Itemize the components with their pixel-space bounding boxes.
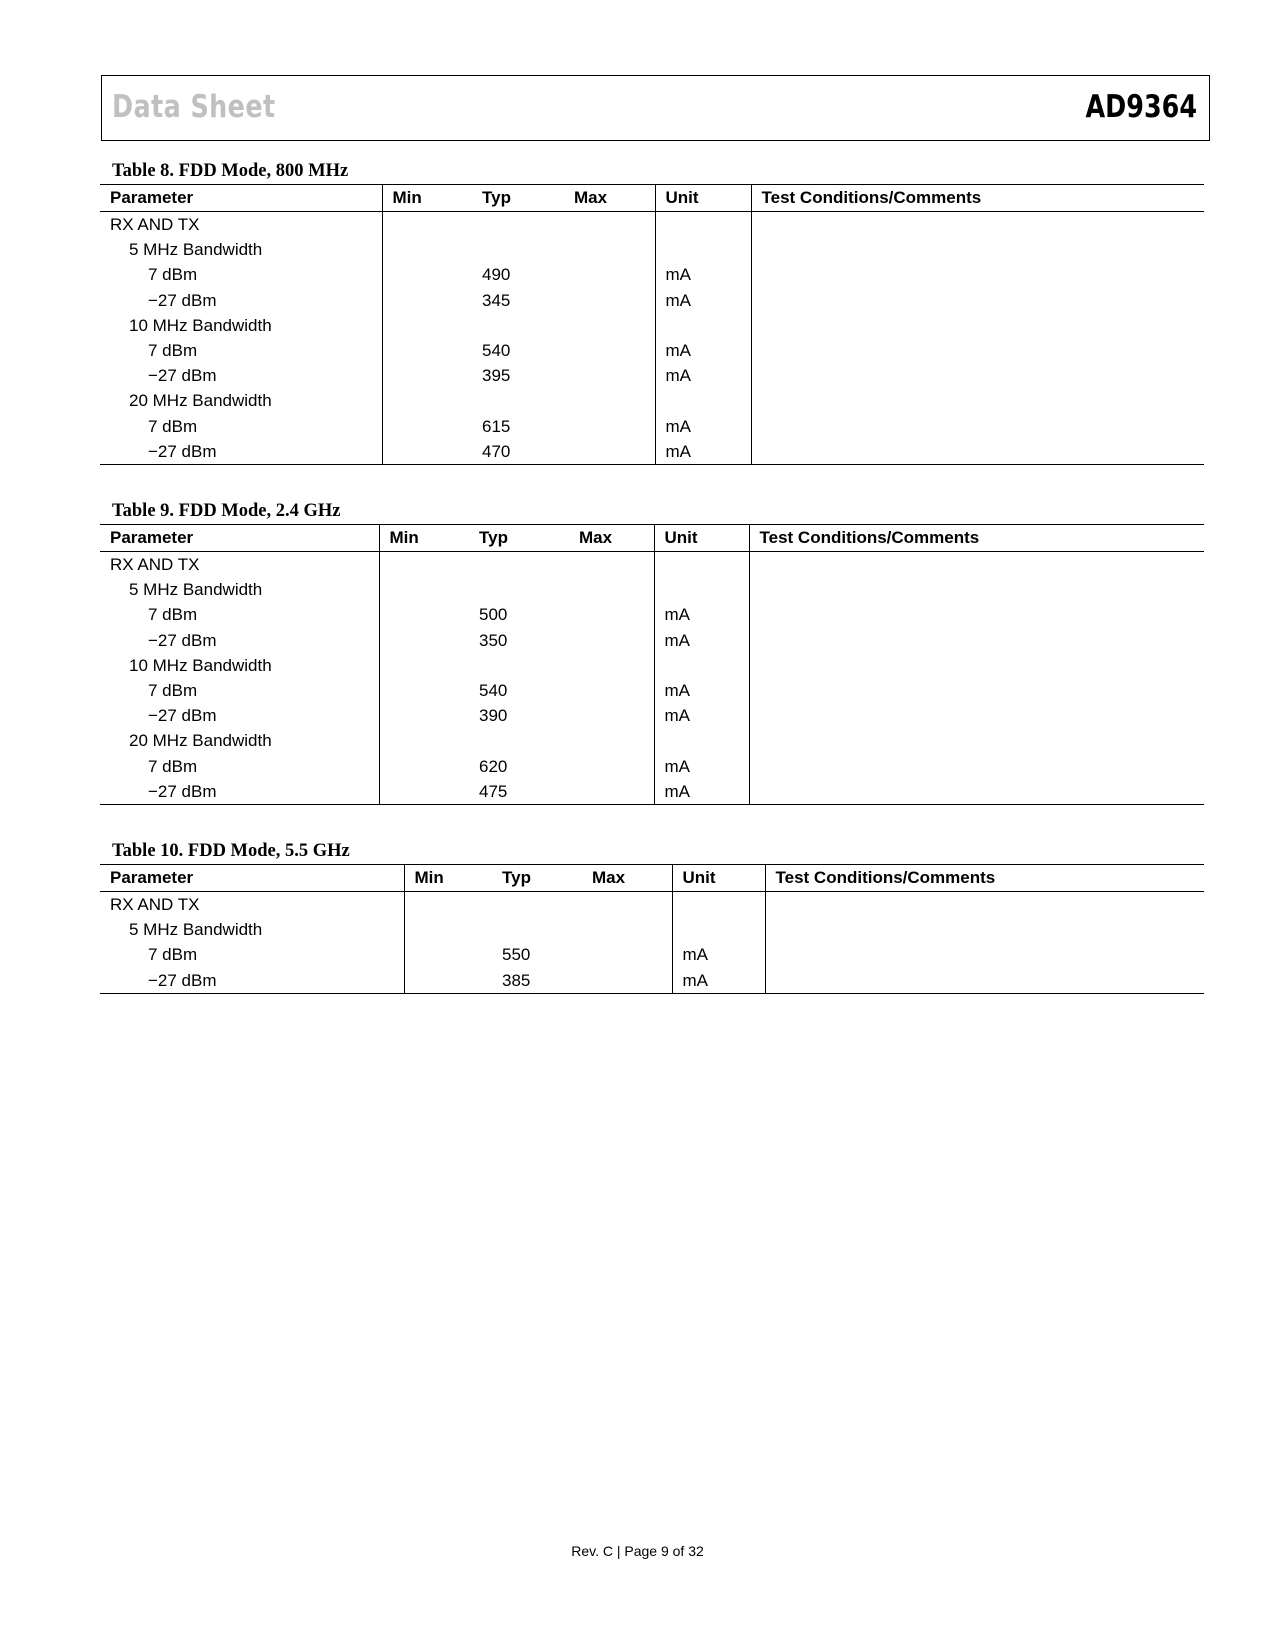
cell-comments [751, 338, 1204, 363]
spec-table [100, 864, 1204, 994]
cell-min [379, 653, 469, 678]
table-row [100, 577, 1204, 602]
col-header-min: Min [382, 185, 472, 212]
cell-min [379, 779, 469, 805]
col-header-max: Max [582, 865, 672, 892]
cell-typ: 395 [482, 366, 511, 386]
cell-unit: mA [654, 602, 749, 627]
cell-min [382, 212, 472, 238]
cell-max [564, 237, 655, 262]
cell-comments [751, 237, 1204, 262]
cell-parameter: 5 MHz Bandwidth [129, 580, 263, 600]
cell-typ [469, 728, 569, 753]
cell-parameter: RX AND TX [110, 215, 200, 235]
cell-max [564, 363, 655, 388]
col-header-parameter: Parameter [100, 525, 379, 552]
cell-parameter: 20 MHz Bandwidth [129, 731, 272, 751]
cell-max [569, 754, 654, 779]
cell-parameter: 10 MHz Bandwidth [129, 315, 272, 335]
spec-table [100, 184, 1204, 465]
cell-parameter: RX AND TX [110, 895, 200, 915]
cell-unit [654, 728, 749, 753]
cell-min [379, 728, 469, 753]
cell-min [379, 678, 469, 703]
cell-min [382, 363, 472, 388]
cell-min [379, 628, 469, 653]
col-header-comments: Test Conditions/Comments [749, 525, 1204, 552]
cell-unit [655, 388, 751, 413]
cell-comments [749, 678, 1204, 703]
cell-parameter: −27 dBm [148, 706, 217, 726]
cell-typ: 490 [482, 265, 511, 285]
cell-comments [749, 577, 1204, 602]
cell-max [564, 288, 655, 313]
cell-comments [765, 917, 1204, 942]
col-header-unit: Unit [654, 525, 749, 552]
cell-parameter: 7 dBm [148, 681, 198, 701]
cell-parameter: 7 dBm [148, 605, 198, 625]
cell-min [382, 288, 472, 313]
cell-parameter: −27 dBm [100, 439, 382, 465]
cell-typ: 540 [482, 341, 511, 361]
cell-typ: 500 [479, 605, 508, 625]
cell-parameter: −27 dBm [148, 366, 217, 386]
cell-parameter: −27 dBm [100, 779, 379, 805]
cell-max [569, 779, 654, 805]
cell-max [569, 728, 654, 753]
col-header-typ: Typ [472, 185, 564, 212]
cell-max [582, 892, 672, 918]
table-row [100, 388, 1204, 413]
col-header-comments: Test Conditions/Comments [765, 865, 1204, 892]
cell-unit: mA [672, 942, 765, 967]
table-row [100, 237, 1204, 262]
table-row [100, 602, 1204, 627]
cell-parameter: −27 dBm [148, 290, 217, 310]
cell-parameter: 10 MHz Bandwidth [129, 655, 272, 675]
cell-min [404, 917, 492, 942]
cell-typ [472, 313, 564, 338]
col-header-comments: Test Conditions/Comments [751, 185, 1204, 212]
cell-typ: 615 [482, 416, 511, 436]
cell-unit: mA [655, 338, 751, 363]
cell-max [564, 212, 655, 238]
cell-max [564, 439, 655, 465]
col-header-unit: Unit [655, 185, 751, 212]
cell-max [569, 552, 654, 578]
cell-comments [751, 212, 1204, 238]
cell-comments [765, 942, 1204, 967]
table-caption: Table 9. FDD Mode, 2.4 GHz [112, 501, 341, 521]
cell-unit [672, 917, 765, 942]
cell-unit: mA [655, 288, 751, 313]
table-caption: Table 8. FDD Mode, 800 MHz [112, 161, 349, 181]
cell-typ: 350 [479, 630, 508, 650]
cell-typ: 475 [469, 779, 569, 805]
cell-comments [749, 602, 1204, 627]
cell-min [382, 338, 472, 363]
cell-unit: mA [654, 754, 749, 779]
cell-min [382, 439, 472, 465]
cell-comments [751, 363, 1204, 388]
cell-min [382, 313, 472, 338]
cell-parameter: 20 MHz Bandwidth [129, 391, 272, 411]
cell-unit: mA [655, 262, 751, 287]
cell-comments [765, 968, 1204, 994]
table-row [100, 728, 1204, 753]
cell-typ [492, 917, 582, 942]
cell-typ: 540 [479, 681, 508, 701]
cell-parameter: −27 dBm [148, 630, 217, 650]
col-header-unit: Unit [672, 865, 765, 892]
table-row [100, 414, 1204, 439]
cell-min [382, 388, 472, 413]
cell-max [569, 678, 654, 703]
cell-comments [749, 779, 1204, 805]
cell-min [379, 754, 469, 779]
cell-parameter: 7 dBm [148, 945, 198, 965]
cell-unit [654, 552, 749, 578]
cell-typ [469, 653, 569, 678]
cell-parameter: 5 MHz Bandwidth [129, 240, 263, 260]
cell-comments [749, 754, 1204, 779]
table-row [100, 703, 1204, 728]
table-8-section [100, 160, 1204, 465]
cell-min [404, 892, 492, 918]
cell-parameter: 7 dBm [148, 265, 198, 285]
cell-max [582, 968, 672, 994]
table-row [100, 628, 1204, 653]
table-row [100, 779, 1204, 805]
cell-unit: mA [655, 363, 751, 388]
col-header-parameter: Parameter [100, 865, 404, 892]
table-row [100, 212, 1204, 238]
cell-comments [749, 653, 1204, 678]
cell-min [382, 237, 472, 262]
cell-comments [751, 439, 1204, 465]
cell-unit [655, 313, 751, 338]
cell-parameter: 7 dBm [148, 341, 198, 361]
table-header-row [100, 525, 1204, 552]
table-row [100, 968, 1204, 994]
header-part-number: AD9364 [1085, 89, 1197, 125]
cell-typ [472, 237, 564, 262]
page-footer: Rev. C | Page 9 of 32 [571, 1543, 704, 1559]
col-header-min: Min [379, 525, 469, 552]
cell-comments [751, 313, 1204, 338]
cell-max [569, 703, 654, 728]
cell-max [582, 942, 672, 967]
col-header-typ: Typ [469, 525, 569, 552]
cell-typ [472, 388, 564, 413]
col-header-max: Max [564, 185, 655, 212]
table-row [100, 917, 1204, 942]
cell-max [564, 338, 655, 363]
table-row [100, 439, 1204, 465]
cell-unit [654, 653, 749, 678]
cell-typ [492, 892, 582, 918]
cell-typ: 390 [479, 706, 508, 726]
cell-typ: 345 [482, 290, 511, 310]
cell-unit [672, 892, 765, 918]
table-row [100, 678, 1204, 703]
cell-typ [472, 212, 564, 238]
cell-comments [751, 262, 1204, 287]
table-row [100, 552, 1204, 578]
page-header [101, 75, 1210, 141]
table-row [100, 754, 1204, 779]
cell-typ [469, 577, 569, 602]
cell-max [564, 414, 655, 439]
cell-typ: 385 [492, 968, 582, 994]
cell-unit: mA [654, 678, 749, 703]
table-9-section [100, 500, 1204, 805]
table-row [100, 892, 1204, 918]
cell-min [379, 703, 469, 728]
cell-comments [749, 552, 1204, 578]
table-row [100, 262, 1204, 287]
cell-unit: mA [654, 779, 749, 805]
col-header-min: Min [404, 865, 492, 892]
cell-typ [469, 552, 569, 578]
cell-max [564, 388, 655, 413]
col-header-max: Max [569, 525, 654, 552]
cell-unit [655, 212, 751, 238]
cell-max [569, 602, 654, 627]
cell-typ: 470 [472, 439, 564, 465]
cell-max [569, 577, 654, 602]
cell-unit: mA [654, 628, 749, 653]
header-doc-type: Data Sheet [112, 89, 276, 125]
cell-unit: mA [672, 968, 765, 994]
table-row [100, 942, 1204, 967]
cell-min [379, 552, 469, 578]
cell-comments [765, 892, 1204, 918]
table-row [100, 363, 1204, 388]
cell-max [564, 313, 655, 338]
cell-max [582, 917, 672, 942]
cell-min [382, 414, 472, 439]
cell-parameter: 7 dBm [148, 756, 198, 776]
cell-comments [749, 703, 1204, 728]
cell-min [379, 602, 469, 627]
table-row [100, 313, 1204, 338]
cell-max [569, 653, 654, 678]
cell-comments [749, 728, 1204, 753]
cell-min [379, 577, 469, 602]
table-row [100, 338, 1204, 363]
cell-min [382, 262, 472, 287]
cell-unit: mA [655, 414, 751, 439]
cell-parameter: RX AND TX [110, 555, 200, 575]
table-row [100, 653, 1204, 678]
cell-min [404, 968, 492, 994]
table-caption: Table 10. FDD Mode, 5.5 GHz [112, 841, 350, 861]
cell-comments [751, 288, 1204, 313]
spec-table [100, 524, 1204, 805]
table-header-row [100, 185, 1204, 212]
cell-unit [654, 577, 749, 602]
cell-unit: mA [654, 703, 749, 728]
cell-max [564, 262, 655, 287]
table-header-row [100, 865, 1204, 892]
table-row [100, 288, 1204, 313]
cell-parameter: −27 dBm [100, 968, 404, 994]
cell-comments [751, 414, 1204, 439]
cell-comments [749, 628, 1204, 653]
cell-unit [655, 237, 751, 262]
table-10-section [100, 840, 1204, 994]
cell-max [569, 628, 654, 653]
cell-parameter: 5 MHz Bandwidth [129, 920, 263, 940]
cell-typ: 550 [502, 945, 531, 965]
cell-unit: mA [655, 439, 751, 465]
cell-typ: 620 [479, 756, 508, 776]
cell-parameter: 7 dBm [148, 416, 198, 436]
col-header-parameter: Parameter [100, 185, 382, 212]
col-header-typ: Typ [492, 865, 582, 892]
cell-comments [751, 388, 1204, 413]
cell-min [404, 942, 492, 967]
